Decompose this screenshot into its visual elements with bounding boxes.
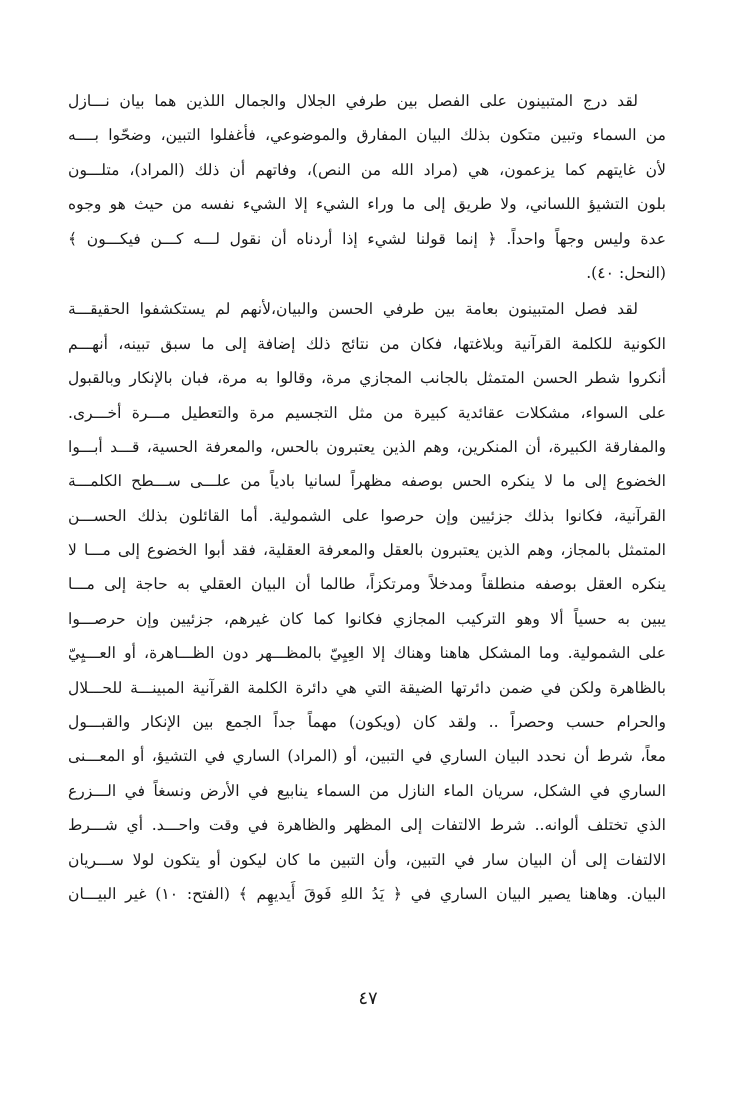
text-line: على الشمولية. وما المشكل هاهنا وهناك إلا العِيِيّ بالمظـــهر دون الظـــاهرة، أو العـــيِيّ xyxy=(68,644,666,663)
text-line: والمفارقة الكبيرة، أن المنكرين، وهم الذين يعتبرون بالحس، والمعرفة الحسية، قـــد أبـــوا xyxy=(68,437,666,456)
text-line: لقد درج المتبينون على الفصل بين طرفي الجلال والجمال اللذين هما بيان نـــازل xyxy=(68,92,638,110)
text-line: عدة وليس وجهاً واحداً. ﴿ إنما قولنا لشيء إذا أردناه أن نقول لـــه كـــن فيكـــون ﴾ xyxy=(68,229,666,248)
text-line: من السماء وتبين متكون بذلك البيان المفارق والموضوعي، فأغفلوا التبين، وضحّوا بــــه xyxy=(68,126,666,145)
paragraph-1 xyxy=(68,84,666,290)
page-number: ٤٧ xyxy=(358,988,378,1009)
text-line: معاً، شرط أن نحدد البيان الساري في التبين، أو (المراد) الساري في التشيؤ، أو المعـــنى xyxy=(68,747,666,766)
text-line: المتمثل بالمجاز، وهم الذين يعتبرون بالعقل والمعرفة العقلية، فقد أبوا الخضوع إلى مـــا لا xyxy=(68,541,666,560)
body-text xyxy=(68,84,666,911)
text-line: ينكره العقل بوصفه منطلقاً ومدخلاً ومرتكزاً، طالما أن البيان العقلي به حاجة إلى مـــا xyxy=(68,575,666,594)
text-line: بلون التشيؤ اللساني، ولا طريق إلى ما وراء الشيء إلا الشيء نفسه من حيث هو وجوه xyxy=(68,195,666,214)
text-line: الذي تختلف ألوانه.. شرط الالتفات إلى المظهر والظاهرة في وقت واحـــد. أي شـــرط xyxy=(68,816,666,835)
text-line: والحرام حسب وحصراً .. ولقد كان (ويكون) مهماً جداً الجمع بين الإنكار والقبـــول xyxy=(68,713,666,732)
text-line: بالظاهرة ولكن في ضمن دائرتها الضيقة التي هي دائرة الكلمة القرآنية المبينـــة للحـــلال xyxy=(68,678,666,697)
text-line: يبين به حسياً ألا وهو التركيب المجازي فكانوا كما كان غيرهم، جزئيين وإن حرصـــوا xyxy=(68,609,666,628)
text-line: البيان. وهاهنا يصير البيان الساري في ﴿ يَدُ اللهِ فَوقَ أَيديهِم ﴾ (الفتح: ١٠) غير البيـــان xyxy=(68,884,666,903)
text-line: أنكروا شطر الحسن المتمثل بالجانب المجازي مرة، وقالوا به مرة، فبان بالإنكار وبالقبول xyxy=(68,369,666,388)
text-line: الساري في الشكل، سريان الماء النازل من السماء ينابيع في الأرض ونسغاً في الـــزرع xyxy=(68,781,666,800)
text-line: على السواء، مشكلات عقائدية كبيرة من مثل التجسيم مرة والتعطيل مـــرة أخـــرى. xyxy=(68,403,666,422)
paragraph-2 xyxy=(68,292,666,911)
text-line: الالتفات إلى أن البيان سار في التبين، وأن التبين ما كان ليكون أو يتكون لولا ســـريان xyxy=(68,850,666,869)
text-line: الخضوع إلى ما لا ينكره الحس بوصفه مظهراً لسانيا بادياً من علـــى ســـطح الكلمـــة xyxy=(68,472,666,491)
text-line: القرآنية، فكانوا بذلك جزئيين وإن حرصوا على الشمولية. أما القائلون بذلك الحســـن xyxy=(68,506,666,525)
text-line: الكونية للكلمة القرآنية وبلاغتها، فكان من نتائج ذلك إضافة إلى ما سبق تبينه، أنهـــم xyxy=(68,334,666,353)
text-line: (النحل: ٤٠). xyxy=(586,263,666,282)
text-line: لأن غايتهم كما يزعمون، هي (مراد الله من النص)، وفاتهم أن ذلك (المراد)، متلـــون xyxy=(68,160,666,179)
text-line: لقد فصل المتبينون بعامة بين طرفي الحسن والبيان،لأنهم لم يستكشفوا الحقيقـــة xyxy=(68,300,638,319)
